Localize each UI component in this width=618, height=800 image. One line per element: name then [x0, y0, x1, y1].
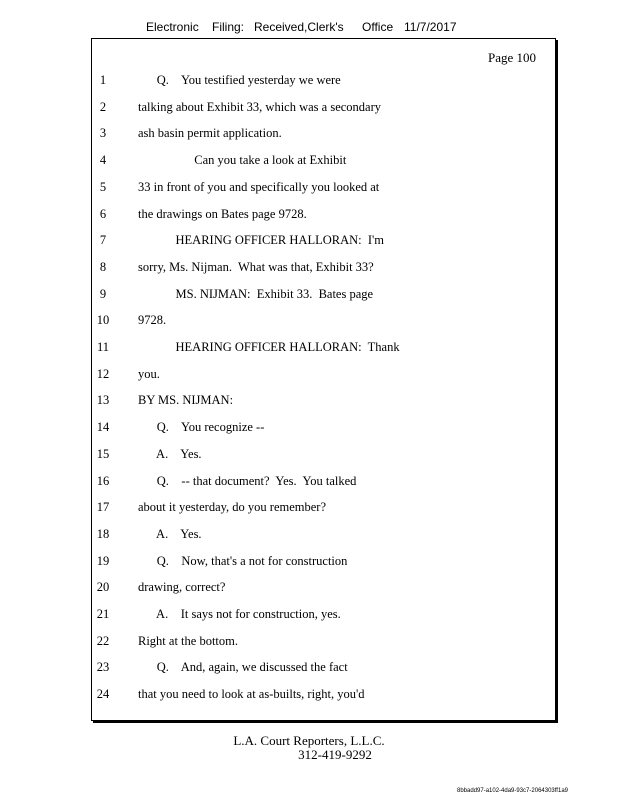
line-text: ash basin permit application.: [138, 126, 282, 141]
line-text: A. It says not for construction, yes.: [138, 607, 341, 621]
line-text: A. Yes.: [138, 446, 202, 461]
line-text: sorry, Ms. Nijman. What was that, Exhibit 33?: [138, 259, 374, 274]
line-number: 9: [99, 286, 107, 301]
document-hash: 8bbadd97-a102-4da9-93c7-2064303ff1a9: [457, 788, 568, 794]
line-text: BY MS. NIJMAN:: [138, 393, 234, 408]
filing-received: Received,Clerk's: [254, 20, 344, 34]
line-text: Right at the bottom.: [138, 633, 238, 648]
page-number: Page 100: [487, 50, 536, 65]
line-number: 21: [96, 607, 110, 621]
line-text: Can you take a look at Exhibit: [138, 153, 347, 168]
line-number: 13: [96, 393, 110, 408]
line-text: HEARING OFFICER HALLORAN: I'm: [138, 233, 385, 248]
filing-office: Office: [362, 20, 394, 34]
line-number: 12: [96, 366, 110, 381]
line-text: talking about Exhibit 33, which was a secondary: [138, 99, 381, 114]
line-text: Q. You testified yesterday we were: [138, 73, 341, 87]
line-text: MS. NIJMAN: Exhibit 33. Bates page: [138, 286, 374, 301]
line-number: 5: [99, 179, 107, 194]
line-text: Q. You recognize --: [138, 420, 265, 435]
line-text: Q. Now, that's a not for construction: [138, 553, 348, 568]
line-number: 20: [96, 580, 110, 595]
line-text: Q. And, again, we discussed the fact: [138, 660, 348, 675]
line-text: HEARING OFFICER HALLORAN: Thank: [138, 340, 400, 354]
line-text: the drawings on Bates page 9728.: [138, 206, 307, 221]
line-text: about it yesterday, do you remember?: [138, 500, 327, 515]
line-number: 19: [96, 553, 110, 568]
line-number: 23: [96, 660, 110, 675]
line-number: 10: [96, 313, 110, 328]
line-number: 8: [99, 259, 107, 274]
line-text: A. Yes.: [138, 526, 202, 541]
footer-phone: 312-419-9292: [298, 747, 372, 762]
line-text: 33 in front of you and specifically you looked at: [138, 179, 380, 194]
line-number: 24: [96, 687, 110, 702]
line-text: drawing, correct?: [138, 580, 226, 595]
line-number: 11: [96, 340, 110, 354]
line-number: 6: [99, 206, 107, 221]
footer-company: L.A. Court Reporters, L.L.C.: [233, 733, 385, 748]
line-text: 9728.: [138, 313, 167, 328]
line-number: 3: [99, 126, 107, 141]
line-number: 15: [96, 446, 110, 461]
line-text: Q. -- that document? Yes. You talked: [138, 473, 357, 488]
line-number: 2: [99, 99, 107, 114]
line-number: 14: [96, 420, 110, 435]
line-number: 17: [96, 500, 110, 515]
filing-label: Filing:: [212, 20, 245, 34]
line-text: that you need to look at as-builts, right, you'd: [138, 687, 365, 702]
line-text: you.: [138, 366, 160, 381]
filing-date: 11/7/2017: [404, 20, 457, 34]
line-number: 4: [99, 153, 107, 168]
line-number: 22: [96, 633, 110, 648]
line-number: 7: [99, 233, 107, 248]
line-number: 1: [99, 73, 107, 87]
line-number: 18: [96, 526, 110, 541]
filing-electronic: Electronic: [146, 20, 199, 34]
line-number: 16: [96, 473, 110, 488]
filing-stamp: [0, 20, 618, 36]
